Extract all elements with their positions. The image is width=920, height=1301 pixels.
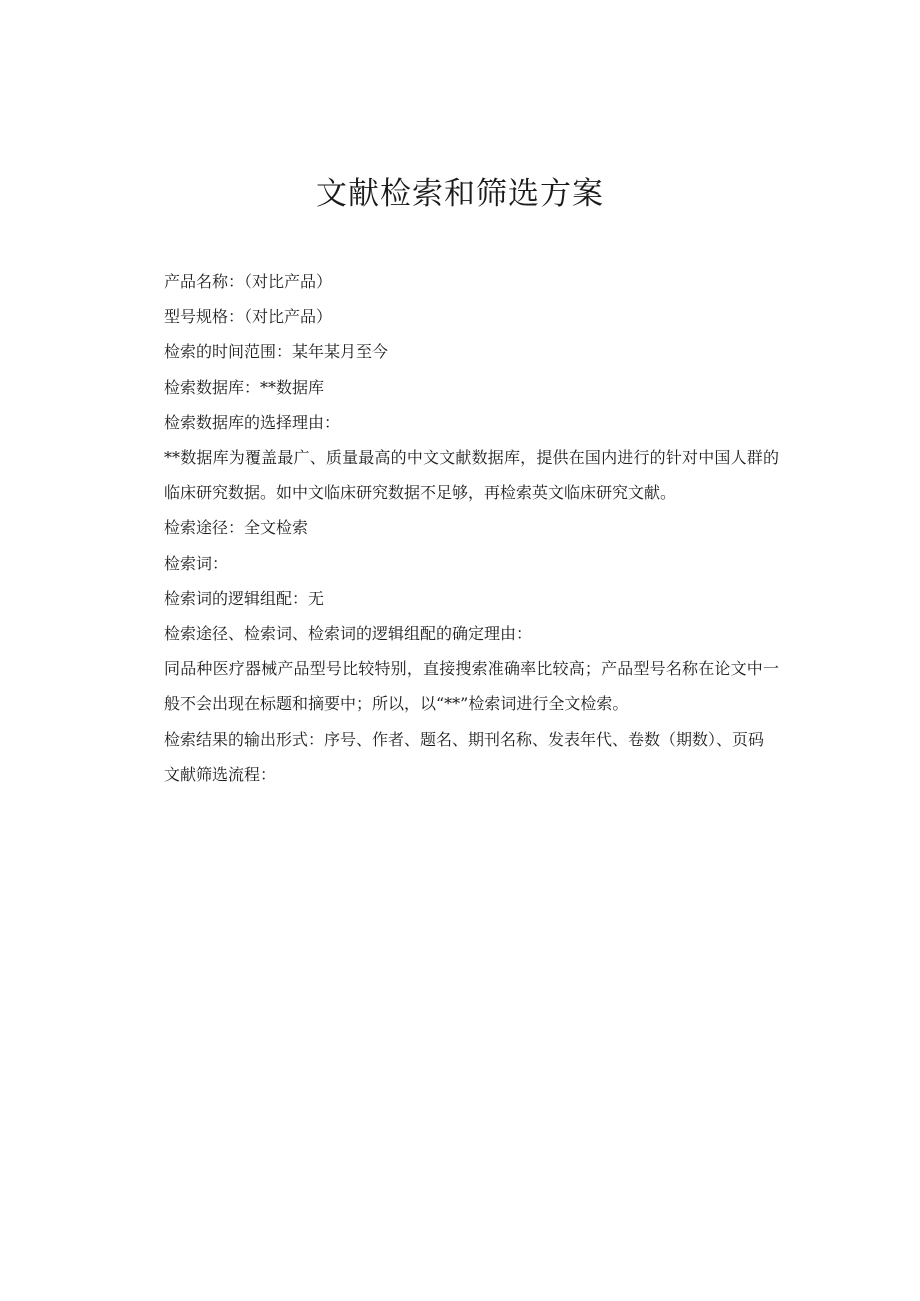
rationale-label: 检索途径、检索词、检索词的逻辑组配的确定理由： xyxy=(164,624,533,644)
document-body xyxy=(164,264,779,792)
db-reason-label: 检索数据库的选择理由： xyxy=(164,412,341,432)
database-line: 检索数据库：**数据库 xyxy=(164,377,325,397)
screening-process-line: 文献筛选流程： xyxy=(164,764,277,784)
product-name-line: 产品名称：（对比产品） xyxy=(164,272,333,291)
search-path-line: 检索途径：全文检索 xyxy=(164,518,309,538)
logic-combination-line: 检索词的逻辑组配：无 xyxy=(164,588,325,608)
output-format-paragraph: 检索结果的输出形式：序号、作者、题名、期刊名称、发表年代、卷数（期数）、页码 xyxy=(164,729,765,749)
model-spec-line: 型号规格：（对比产品） xyxy=(164,307,333,327)
document-title: 文献检索和筛选方案 xyxy=(316,176,604,212)
time-range-line: 检索的时间范围：某年某月至今 xyxy=(164,342,389,362)
db-reason-paragraph: **数据库为覆盖最广、质量最高的中文文献数据库，提供在国内进行的针对中国人群的临床研究数据。如中文临床研究数据不足够，再检索英文临床研究文献。 xyxy=(164,448,779,503)
search-terms-line: 检索词： xyxy=(164,553,229,573)
rationale-paragraph: 同品种医疗器械产品型号比较特别，直接搜索准确率比较高；产品型号名称在论文中一般不会出现在标题和摘要中；所以，以“**”检索词进行全文检索。 xyxy=(164,659,779,714)
